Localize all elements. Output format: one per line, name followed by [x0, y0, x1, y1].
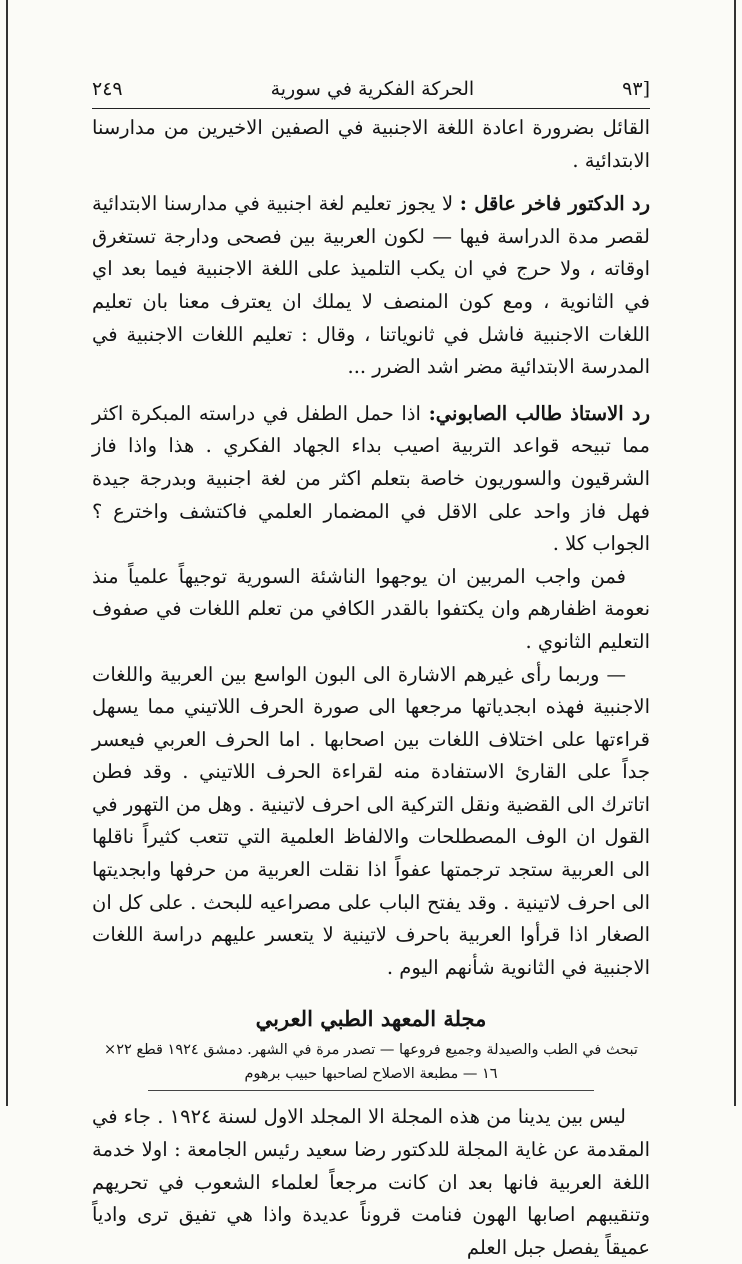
running-title: الحركة الفكرية في سورية — [270, 78, 475, 100]
paragraph: — وربما رأى غيرهم الاشارة الى البون الواسع بين العربية واللغات الاجنبية فهذه ابجدياتها مرجعها الى صورة الحرف اللاتيني مما يسهل قراءتها على اختلاف اللغات بين اصحابها . اما الحرف العربي فيعسر جداً على القارئ الاستفادة منه لقراءة الحرف اللاتيني . وقد فطن اتاترك الى القضية ونقل التركية الى احرف لاتينية . وهل من التهور في القول ان الوف المصطلحات والالفاظ العلمية التي تتعب كثيراً ناقلها الى العربية ستجد ترجمتها عفواً اذا نقلت العربية من حرفها وابجديتها الى احرف لاتينية . وقد يفتح الباب على مصراعيه للبحث . على كل ان الصغار اذا قرأوا العربية باحرف لاتينية لا يتعسر عليهم دراسة اللغات الاجنبية في الثانوية شأنهم اليوم . — [92, 662, 650, 979]
page-number-right: ٩٣] — [622, 78, 650, 100]
body-text — [92, 112, 650, 1264]
paragraph-text: لا يجوز تعليم لغة اجنبية في مدارسنا الابتدائية لقصر مدة الدراسة فيها — لكون العربية بين فصحى ودارجة تستغرق اوقاته ، ولا حرج في ان يكب التلميذ على اللغة الاجنبية فيما بعد اي في الثانوية ، ومع كون المنصف لا يملك ان يعترف معنا بان تعليم اللغات الاجنبية فاشل في ثانوياتنا ، وقال : تعليم اللغات الاجنبية في المدرسة الابتدائية مضر اشد الضرر ... — [92, 192, 650, 379]
paragraph-taleb-sabouni — [92, 398, 650, 561]
publication-details: تبحث في الطب والصيدلة وجميع فروعها — تصدر مرة في الشهر. دمشق ١٩٢٤ قطع ٢٢× — [104, 1042, 638, 1059]
header-rule — [92, 108, 650, 109]
speaker-label: رد الاستاذ طالب الصابوني: — [428, 401, 650, 425]
scan-border-left — [6, 0, 8, 1106]
scan-border-right — [734, 0, 736, 1106]
page-number-left: ٢٤٩ — [92, 78, 123, 100]
section-paragraph: ليس بين يدينا من هذه المجلة الا المجلد الاول لسنة ١٩٢٤ . جاء في المقدمة عن غاية المجلة للدكتور رضا سعيد رئيس الجامعة : اولا خدمة اللغة العربية فانها بعد ان كانت مرجعاً لعلماء الشعوب في تحريهم وتنقيبهم اصابها الهون فنامت قروناً عديدة واذا هي تفيق ترى وادياً عميقاً يفصل جبل العلم — [92, 1105, 650, 1259]
running-header — [92, 72, 650, 106]
paragraph-fakher-aqel — [92, 188, 650, 384]
paragraph: فمن واجب المربين ان يوجهوا الناشئة السورية توجيهاً علمياً منذ نعومة اظفارهم وان يكتفوا بالقدر الكافي من تعلم اللغات في صفوف التعليم الثانوي . — [92, 564, 650, 653]
section-rule — [148, 1090, 594, 1091]
publication-details: ١٦ — مطبعة الاصلاح لصاحبها حبيب برهوم — [244, 1066, 498, 1083]
paragraph-text: اذا حمل الطفل في دراسته المبكرة اكثر مما تبيحه قواعد التربية اصيب بداء الجهاد الفكري . هذا واذا فاز الشرقيون والسوريون خاصة بتعلم اكثر من لغة اجنبية وبدرجة جيدة فهل فاز واحد على الاقل في المضمار العلمي فاكتشف واخترع ؟ الجواب كلا . — [92, 401, 650, 556]
speaker-label: رد الدكتور فاخر عاقل : — [459, 192, 651, 216]
section-title: مجلة المعهد الطبي العربي — [255, 1006, 487, 1032]
paragraph-continuation: القائل بضرورة اعادة اللغة الاجنبية في الصفين الاخيرين من مدارسنا الابتدائية . — [92, 116, 650, 172]
